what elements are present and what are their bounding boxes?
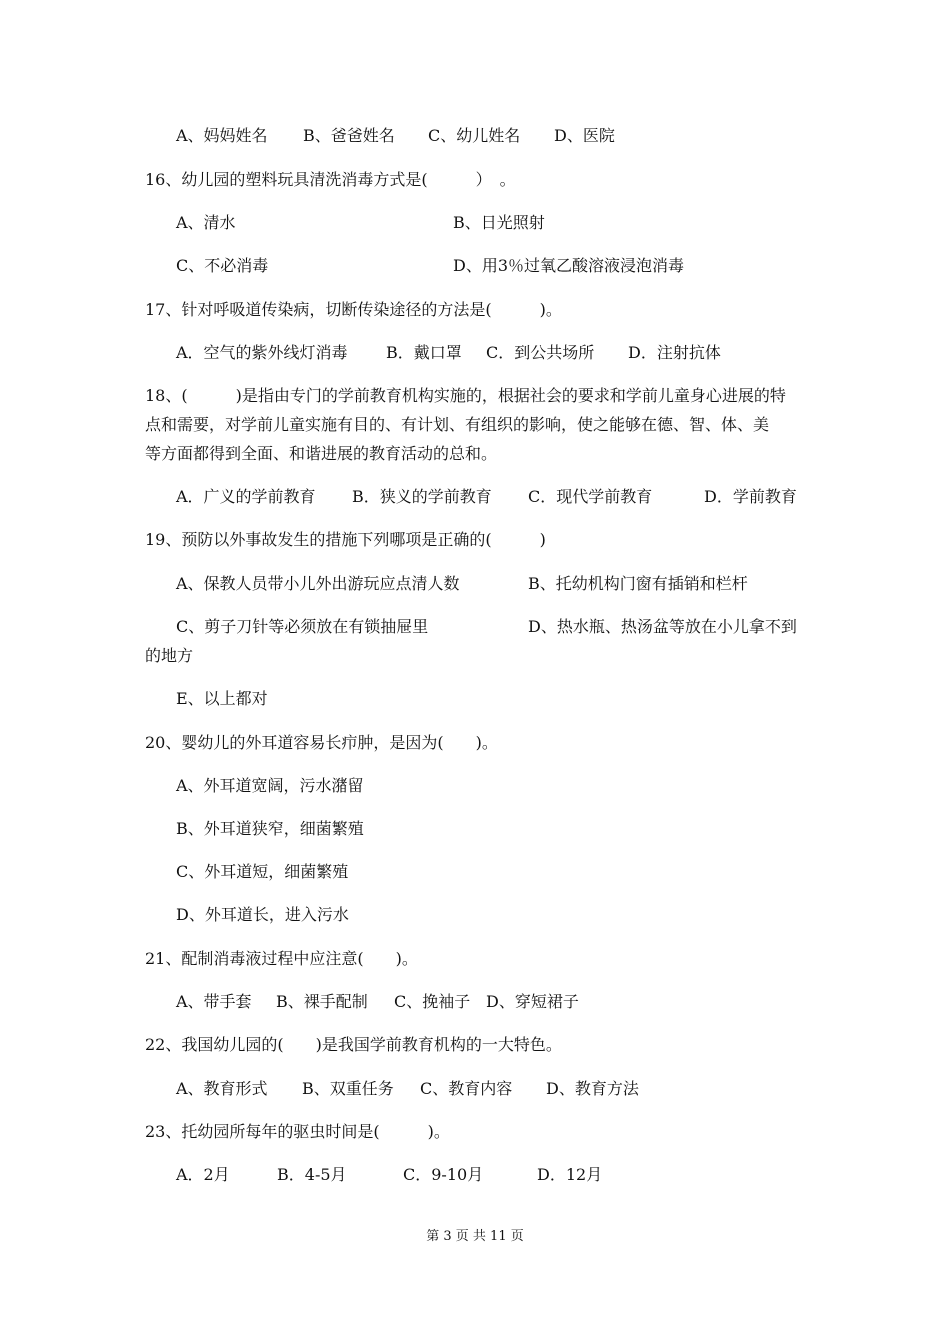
q18-option-a: A．广义的学前教育 bbox=[176, 487, 316, 506]
q16-option-a: A、清水 bbox=[176, 213, 236, 232]
q15-option-b: B、爸爸姓名 bbox=[303, 126, 395, 145]
q17-option-a: A．空气的紫外线灯消毒 bbox=[176, 343, 348, 362]
q23-option-d: D．12月 bbox=[537, 1165, 603, 1184]
q20-option-d: D、外耳道长，进入污水 bbox=[176, 905, 349, 924]
q20-question: 20、婴幼儿的外耳道容易长疖肿，是因为( )。 bbox=[145, 733, 498, 752]
q23-option-a: A．2月 bbox=[176, 1165, 230, 1184]
q16-question: 16、幼儿园的塑料玩具清洗消毒方式是( ） 。 bbox=[145, 170, 516, 189]
q19-option-d: D、热水瓶、热汤盆等放在小儿拿不到 bbox=[528, 617, 797, 636]
q18-question-line1: 18、( )是指由专门的学前教育机构实施的，根据社会的要求和学前儿童身心进展的特 bbox=[145, 386, 786, 405]
q20-option-a: A、外耳道宽阔，污水潴留 bbox=[176, 776, 364, 795]
q20-option-b: B、外耳道狭窄，细菌繁殖 bbox=[176, 819, 364, 838]
q19-option-b: B、托幼机构门窗有插销和栏杆 bbox=[528, 574, 748, 593]
q16-option-d: D、用3％过氧乙酸溶液浸泡消毒 bbox=[453, 256, 685, 275]
q17-option-d: D．注射抗体 bbox=[628, 343, 721, 362]
q22-question: 22、我国幼儿园的( )是我国学前教育机构的一大特色。 bbox=[145, 1035, 562, 1054]
q23-question: 23、托幼园所每年的驱虫时间是( )。 bbox=[145, 1122, 450, 1141]
q15-option-a: A、妈妈姓名 bbox=[176, 126, 268, 145]
q17-option-b: B．戴口罩 bbox=[386, 343, 462, 362]
q22-option-c: C、教育内容 bbox=[420, 1079, 513, 1098]
q22-option-a: A、教育形式 bbox=[176, 1079, 268, 1098]
q16-option-b: B、日光照射 bbox=[453, 213, 545, 232]
q22-option-b: B、双重任务 bbox=[302, 1079, 394, 1098]
q18-option-c: C．现代学前教育 bbox=[528, 487, 653, 506]
q18-question-line2: 点和需要，对学前儿童实施有目的、有计划、有组织的影响，使之能够在德、智、体、美 bbox=[145, 415, 770, 434]
q19-option-d-wrap: 的地方 bbox=[145, 646, 194, 665]
q21-option-b: B、裸手配制 bbox=[276, 992, 368, 1011]
q21-question: 21、配制消毒液过程中应注意( )。 bbox=[145, 949, 418, 968]
q21-option-d: D、穿短裙子 bbox=[486, 992, 579, 1011]
q19-question: 19、预防以外事故发生的措施下列哪项是正确的( ) bbox=[145, 530, 546, 549]
q18-option-d: D．学前教育 bbox=[704, 487, 797, 506]
q16-option-c: C、不必消毒 bbox=[176, 256, 269, 275]
page-number-footer: 第 3 页 共 11 页 bbox=[426, 1229, 524, 1244]
q19-option-a: A、保教人员带小儿外出游玩应点清人数 bbox=[176, 574, 460, 593]
q23-option-c: C．9-10月 bbox=[403, 1165, 484, 1184]
q21-option-a: A、带手套 bbox=[176, 992, 252, 1011]
q22-option-d: D、教育方法 bbox=[546, 1079, 639, 1098]
q17-option-c: C．到公共场所 bbox=[486, 343, 595, 362]
q19-option-e: E、以上都对 bbox=[176, 689, 268, 708]
q23-option-b: B．4-5月 bbox=[277, 1165, 347, 1184]
q17-question: 17、针对呼吸道传染病，切断传染途径的方法是( )。 bbox=[145, 300, 562, 319]
q20-option-c: C、外耳道短，细菌繁殖 bbox=[176, 862, 349, 881]
q21-option-c: C、挽袖子 bbox=[394, 992, 471, 1011]
q15-option-c: C、幼儿姓名 bbox=[428, 126, 521, 145]
q15-option-d: D、医院 bbox=[554, 126, 615, 145]
q18-option-b: B．狭义的学前教育 bbox=[352, 487, 492, 506]
q19-option-c: C、剪子刀针等必须放在有锁抽屉里 bbox=[176, 617, 429, 636]
q18-question-line3: 等方面都得到全面、和谐进展的教育活动的总和。 bbox=[145, 444, 498, 463]
